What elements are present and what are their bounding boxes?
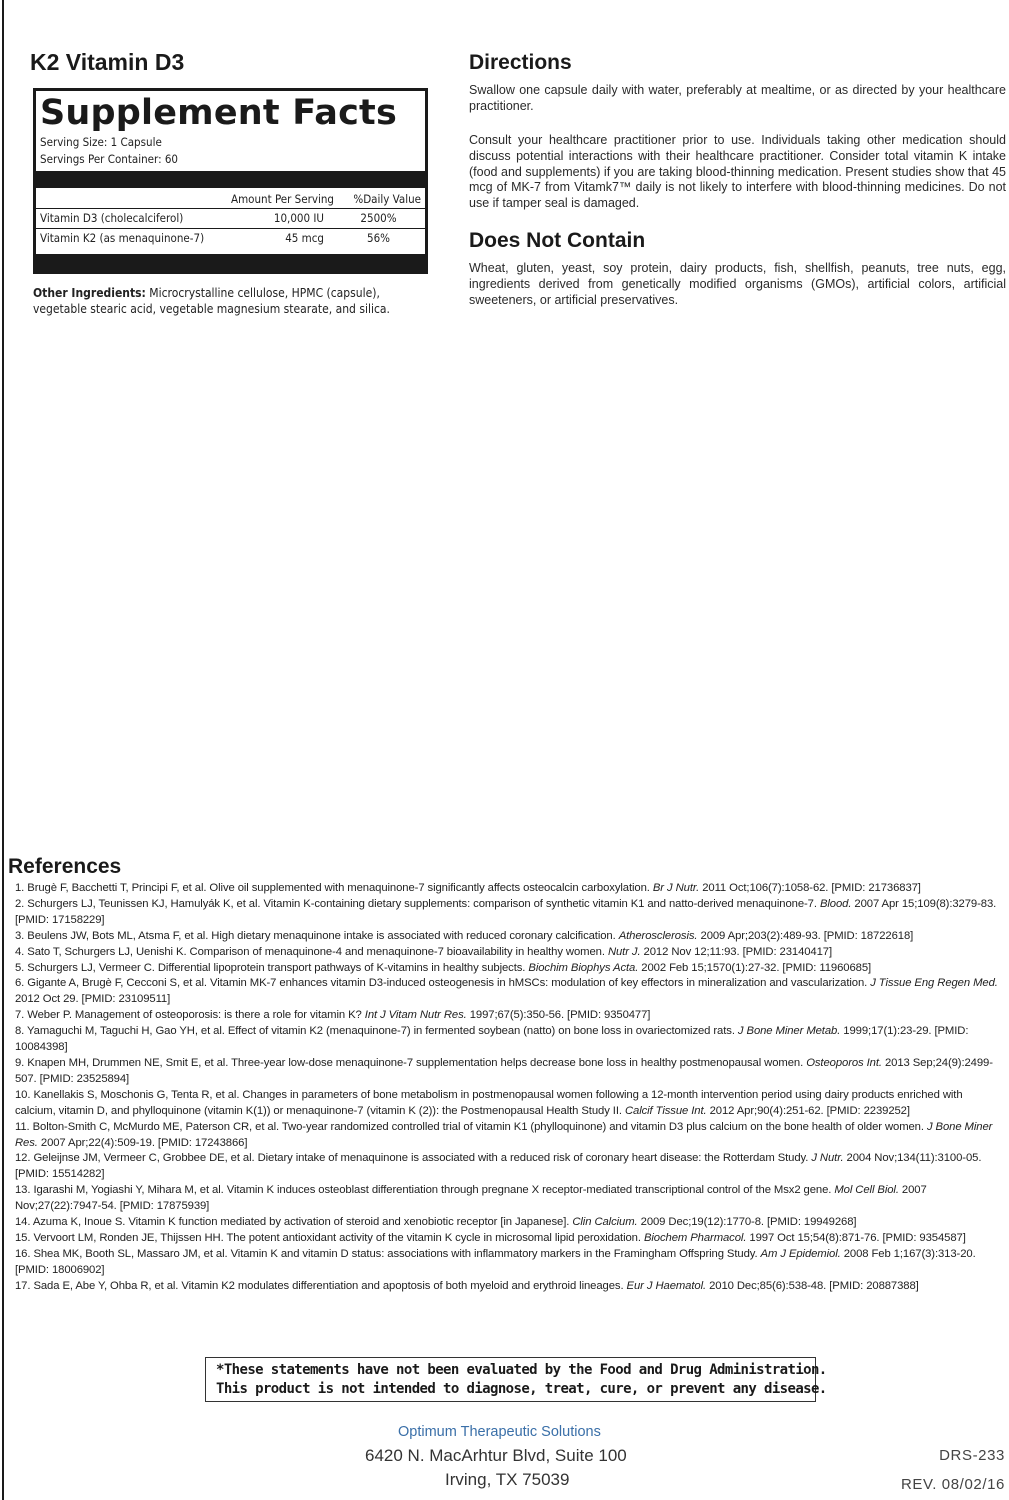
- reference-text: 2. Schurgers LJ, Teunissen KJ, Hamulyák K, et al. Vitamin K-containing dietary supplements: comparison of synthetic vitamin K1 and natto-derived menaquinone-7.: [15, 897, 820, 910]
- revision-date: REV. 08/02/16: [901, 1476, 1005, 1493]
- reference-text: 9. Knapen MH, Drummen NE, Smit E, et al. Three-year low-dose menaquinone-7 supplementation helps decrease bone loss in healthy postmenopausal women.: [15, 1056, 807, 1069]
- reference-journal: Int J Vitam Nutr Res.: [364, 1009, 467, 1022]
- reference-citation: 1997;67(5):350-56. [PMID: 9350477]: [466, 1009, 651, 1022]
- reference-citation: 2002 Feb 15;1570(1):27-32. [PMID: 11960685]: [638, 961, 872, 974]
- facts-bottom-bar: [36, 254, 425, 271]
- references-title: References: [8, 855, 122, 878]
- reference-item: [15, 1088, 998, 1120]
- reference-journal: Nutr J.: [607, 945, 641, 958]
- reference-citation: 2012 Nov 12;11:93. [PMID: 23140417]: [640, 945, 833, 958]
- reference-text: 17. Sada E, Abe Y, Ohba R, et al. Vitamin K2 modulates differentiation and apoptosis of both myeloid and erythroid lineages.: [15, 1279, 627, 1292]
- reference-item: [15, 1279, 998, 1295]
- reference-citation: 2007 Apr;22(4):509-19. [PMID: 17243866]: [37, 1136, 248, 1149]
- amount-per-serving-header: Amount Per Serving: [231, 192, 334, 206]
- does-not-contain-title: Does Not Contain: [469, 229, 646, 252]
- reference-text: 11. Bolton-Smith C, McMurdo ME, Paterson CR, et al. Two-year randomized controlled trial of vitamin K1 (phylloquinone) and vitamin D3 plus calcium on the bone health of older women.: [15, 1120, 927, 1133]
- reference-citation: 1999;17(1):23-29. [PMID: 10084398]: [15, 1025, 969, 1054]
- other-ingredients-label: Other Ingredients:: [33, 286, 146, 300]
- product-title: K2 Vitamin D3: [30, 49, 185, 75]
- reference-citation: 2012 Apr;90(4):251-62. [PMID: 2239252]: [706, 1104, 910, 1117]
- other-ingredients: [33, 285, 433, 317]
- reference-text: 14. Azuma K, Inoue S. Vitamin K function mediated by activation of steroid and xenobiotic receptor [in Japanese].: [15, 1216, 573, 1229]
- reference-item: [15, 881, 998, 897]
- reference-citation: 2009 Dec;19(12):1770-8. [PMID: 19949268]: [637, 1216, 857, 1229]
- document-code: DRS-233: [939, 1447, 1005, 1464]
- reference-citation: 2013 Sep;24(9):2499-507. [PMID: 23525894]: [15, 1056, 993, 1085]
- facts-row: [40, 209, 421, 228]
- reference-journal: Osteoporos Int.: [806, 1056, 882, 1069]
- reference-text: 5. Schurgers LJ, Vermeer C. Differential lipoprotein transport pathways of K-vitamins in healthy subjects.: [15, 961, 529, 974]
- reference-text: 7. Weber P. Management of osteoporosis: is there a role for vitamin K?: [15, 1009, 365, 1022]
- reference-text: 4. Sato T, Schurgers LJ, Uenishi K. Comparison of menaquinone-4 and menaquinone-7 bioavailability in healthy women.: [15, 945, 608, 958]
- nutrient-daily-value: 2500%: [360, 211, 397, 225]
- facts-divider-bar: [36, 171, 425, 188]
- directions-title: Directions: [469, 51, 572, 74]
- reference-journal: Br J Nutr.: [652, 882, 700, 894]
- does-not-contain-text: Wheat, gluten, yeast, soy protein, dairy products, fish, shellfish, peanuts, tree nuts, egg, ingredients derived from genetically modified organisms (GMOs), artificial colors, artificial sweeteners, or artificial preservatives.: [469, 261, 1006, 307]
- reference-journal: Am J Epidemiol.: [760, 1247, 841, 1260]
- disclaimer-line-1: *These statements have not been evaluated by the Food and Drug Administration.: [216, 1362, 827, 1378]
- reference-citation: 2007 Nov;27(22):7947-54. [PMID: 17875939]: [15, 1184, 927, 1213]
- nutrient-amount: 45 mcg: [285, 231, 324, 245]
- reference-journal: Eur J Haematol.: [626, 1279, 707, 1292]
- supplement-facts-panel: [33, 88, 428, 274]
- reference-item: [15, 1215, 998, 1231]
- reference-journal: Atherosclerosis.: [618, 929, 698, 942]
- other-ingredients-text: Microcrystalline cellulose, HPMC (capsule), vegetable stearic acid, vegetable magnesium stearate, and silica.: [33, 286, 390, 316]
- reference-journal: Clin Calcium.: [572, 1216, 638, 1229]
- reference-item: [15, 945, 998, 961]
- reference-journal: Biochem Pharmacol.: [643, 1231, 747, 1244]
- supplement-facts-heading: Supplement Facts: [40, 93, 397, 133]
- servings-per-container: Servings Per Container: 60: [40, 152, 179, 166]
- reference-citation: 2012 Oct 29. [PMID: 23109511]: [15, 993, 171, 1006]
- reference-item: [15, 929, 998, 945]
- nutrient-name: Vitamin K2 (as menaquinone-7): [40, 231, 205, 245]
- references-list: [15, 881, 998, 1295]
- reference-item: [15, 961, 998, 977]
- reference-citation: 2009 Apr;203(2):489-93. [PMID: 18722618]: [697, 929, 914, 942]
- nutrient-daily-value: 56%: [367, 231, 390, 245]
- reference-journal: J Tissue Eng Regen Med.: [870, 977, 998, 990]
- reference-journal: J Bone Miner Res.: [15, 1120, 993, 1149]
- reference-item: [15, 1024, 998, 1056]
- reference-item: [15, 976, 998, 1008]
- fda-disclaimer: [205, 1357, 827, 1402]
- reference-item: [15, 1151, 998, 1183]
- reference-journal: Blood.: [819, 897, 852, 910]
- facts-row: [40, 229, 421, 248]
- reference-item: [15, 1120, 998, 1152]
- reference-citation: 2008 Feb 1;167(3):313-20. [PMID: 18006902]: [15, 1247, 976, 1276]
- serving-size: Serving Size: 1 Capsule: [40, 135, 162, 149]
- company-name: Optimum Therapeutic Solutions: [398, 1424, 601, 1440]
- reference-text: 10. Kanellakis S, Moschonis G, Tenta R, et al. Changes in parameters of bone metabolism in postmenopausal women following a 12-month intervention period using dairy products enriched with calcium, vitamin D, and phylloquinone (vitamin K(1)) or menaquinone-7 (vitamin K (2)): the Postmenopausal Health Study II.: [15, 1088, 963, 1117]
- daily-value-header: %Daily Value: [353, 192, 421, 206]
- reference-item: [15, 1183, 998, 1215]
- reference-citation: 2007 Apr 15;109(8):3279-83. [PMID: 17158229]: [15, 897, 997, 926]
- reference-item: [15, 1231, 998, 1247]
- reference-item: [15, 1008, 998, 1024]
- reference-journal: Biochim Biophys Acta.: [528, 961, 639, 974]
- reference-item: [15, 897, 998, 929]
- reference-journal: J Nutr.: [811, 1152, 844, 1165]
- reference-text: 1. Brugè F, Bacchetti T, Principi F, et al. Olive oil supplemented with menaquinone-7 significantly affects osteocalcin carboxylation.: [15, 882, 653, 894]
- reference-text: 16. Shea MK, Booth SL, Massaro JM, et al. Vitamin K and vitamin D status: associations with inflammatory markers in the Framingham Offspring Study.: [15, 1247, 761, 1260]
- directions-text: Swallow one capsule daily with water, preferably at mealtime, or as directed by your healthcare practitioner.: [469, 83, 1006, 113]
- reference-citation: 2011 Oct;106(7):1058-62. [PMID: 21736837]: [699, 882, 921, 894]
- reference-citation: 2004 Nov;134(11):3100-05. [PMID: 15514282]: [15, 1152, 982, 1181]
- directions-warning-text: Consult your healthcare practitioner prior to use. Individuals taking other medication should discuss potential interactions with their healthcare practitioner. Consider total vitamin K intake (food and supplements) if you are taking blood-thinning medication. Present studies show that 45 mcg of MK-7 from Vitamk7™ daily is not likely to interfere with blood-thinning medicines. Do not use if tamper seal is damaged.: [469, 133, 1006, 211]
- reference-citation: 2010 Dec;85(6):538-48. [PMID: 20887388]: [706, 1279, 919, 1292]
- address-line-1: 6420 N. MacArhtur Blvd, Suite 100: [365, 1446, 627, 1465]
- reference-text: 13. Igarashi M, Yogiashi Y, Mihara M, et al. Vitamin K induces osteoblast differentiation through pregnane X receptor-mediated transcriptional control of the Msx2 gene.: [15, 1184, 835, 1197]
- reference-journal: J Bone Miner Metab.: [737, 1025, 841, 1038]
- facts-column-header: [40, 191, 421, 208]
- nutrient-name: Vitamin D3 (cholecalciferol): [40, 211, 184, 225]
- address-line-2: Irving, TX 75039: [445, 1470, 570, 1489]
- reference-journal: Mol Cell Biol.: [834, 1184, 899, 1197]
- disclaimer-line-2: This product is not intended to diagnose, treat, cure, or prevent any disease.: [216, 1381, 827, 1397]
- reference-item: [15, 1247, 998, 1279]
- reference-journal: Calcif Tissue Int.: [624, 1104, 707, 1117]
- reference-text: 12. Geleijnse JM, Vermeer C, Grobbee DE, et al. Dietary intake of menaquinone is associated with a reduced risk of coronary heart disease: the Rotterdam Study.: [15, 1152, 812, 1165]
- reference-text: 6. Gigante A, Brugè F, Cecconi S, et al. Vitamin MK-7 enhances vitamin D3-induced osteogenesis in hMSCs: modulation of key effectors in mineralization and vascularization.: [15, 977, 871, 990]
- left-border-rule: [2, 0, 4, 1500]
- reference-citation: 1997 Oct 15;54(8):871-76. [PMID: 9354587]: [746, 1231, 966, 1244]
- reference-text: 3. Beulens JW, Bots ML, Atsma F, et al. High dietary menaquinone intake is associated with reduced coronary calcification.: [15, 929, 619, 942]
- nutrient-amount: 10,000 IU: [273, 211, 324, 225]
- reference-text: 15. Vervoort LM, Ronden JE, Thijssen HH. The potent antioxidant activity of the vitamin K cycle in microsomal lipid peroxidation.: [15, 1231, 644, 1244]
- reference-text: 8. Yamaguchi M, Taguchi H, Gao YH, et al. Effect of vitamin K2 (menaquinone-7) in fermented soybean (natto) on bone loss in ovariectomized rats.: [15, 1025, 738, 1038]
- reference-item: [15, 1056, 998, 1088]
